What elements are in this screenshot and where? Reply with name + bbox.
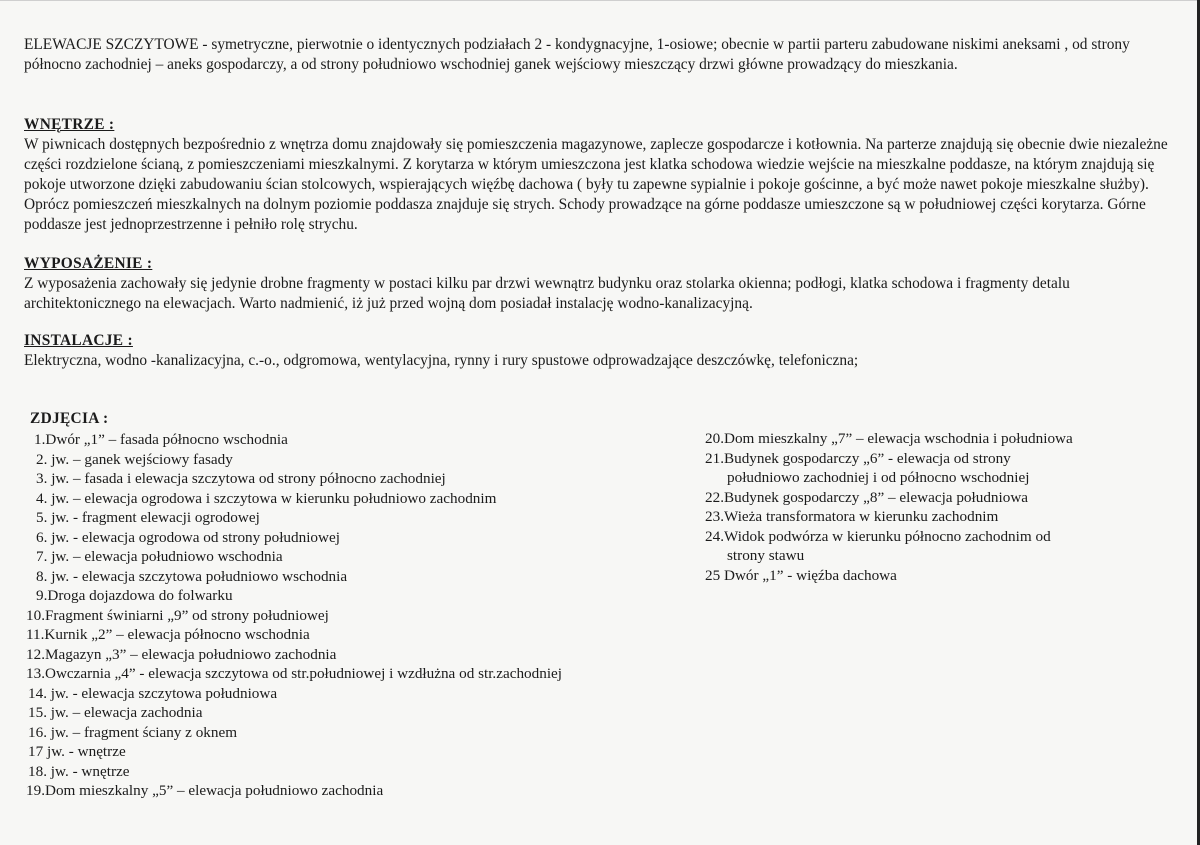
photo-item: 16. jw. – fragment ściany z oknem <box>28 723 238 741</box>
photo-item: 6. jw. - elewacja ogrodowa od strony południowej <box>36 528 340 546</box>
photo-item: 7. jw. – elewacja południowo wschodnia <box>36 548 283 565</box>
photo-item: 13.Owczarnia „4” - elewacja szczytowa od str.południowej i wzdłużna od str.zachodniej <box>26 665 563 682</box>
equipment-paragraph: Z wyposażenia zachowały się jedynie drobne fragmenty w postaci kilku par drzwi wewnątrz budynku oraz stolarka okienna; podłogi, klatka schodowa i fragmenty detalu architektonicznego na elewacjach. Warto nadmienić, iż już przed wojną dom posiadał instalację wodno-kanalizacyjną. <box>24 275 1070 312</box>
photo-item: 10.Fragment świniarni „9” od strony południowej <box>26 606 329 624</box>
elevation-paragraph: ELEWACJE SZCZYTOWE - symetryczne, pierwotnie o identycznych podziałach 2 - kondygnacyjne, 1-osiowe; obecnie w partii parteru zabudowane niskimi aneksami , od strony północno zachodniej – aneks gospodarczy, a od strony południowo wschodniej ganek wejściowy mieszczący drzwi główne prowadzący do mieszkania. <box>24 36 1130 73</box>
photo-item: 5. jw. - fragment elewacji ogrodowej <box>36 509 260 526</box>
photo-item: 21.Budynek gospodarczy „6” - elewacja od strony południowo zachodniej i od północno wschodniej <box>705 449 1030 486</box>
photos-heading: ZDJĘCIA : <box>30 410 109 427</box>
interior-paragraph: W piwnicach dostępnych bezpośrednio z wnętrza domu znajdowały się pomieszczenia magazynowe, zaplecze gospodarcze i kotłownia. Na parterze znajdują się obecnie dwie niezależne części rozdzielone ścianą, z pomieszczeniami mieszkalnymi. Z korytarza w którym umieszczona jest klatka schodowa wiedzie wejście na mieszkalne poddasze, na którym znajdują się pokoje utworzone dzięki zabudowaniu ścian stolcowych, wspierających więźbę dachowa ( były tu zapewne sypialnie i pokoje gościnne, a być może nawet pokoje mieszkalne służby). Oprócz pomieszczeń mieszkalnych na dolnym poziomie poddasza znajduje się strych. Schody prowadzące na górne poddasze umieszczone są w południowej części korytarza. Górne poddasze jest jednoprzestrzenne i pełniło rolę strychu. <box>24 136 1168 233</box>
photo-item: 8. jw. - elewacja szczytowa południowo wschodnia <box>36 567 348 585</box>
photo-item: 22.Budynek gospodarczy „8” – elewacja południowa <box>705 488 1029 506</box>
photo-item: 20.Dom mieszkalny „7” – elewacja wschodnia i południowa <box>705 430 1073 447</box>
photo-item: 12.Magazyn „3” – elewacja południowo zachodnia <box>26 645 337 663</box>
photo-item: 19.Dom mieszkalny „5” – elewacja południowo zachodnia <box>26 782 384 799</box>
photo-item: 11.Kurnik „2” – elewacja północno wschodnia <box>26 626 310 643</box>
photo-item: 2. jw. – ganek wejściowy fasady <box>36 450 233 468</box>
photo-list-left <box>26 430 562 801</box>
photo-item: 3. jw. – fasada i elewacja szczytowa od strony północno zachodniej <box>36 470 446 487</box>
equipment-heading: WYPOSAŻENIE : <box>24 255 153 272</box>
photo-item: 24.Widok podwórza w kierunku północno zachodnim od strony stawu <box>705 527 1051 564</box>
photo-item: 18. jw. - wnętrze <box>28 762 130 780</box>
photo-item: 17 jw. - wnętrze <box>28 743 126 760</box>
photo-item: 23.Wieża transformatora w kierunku zachodnim <box>705 508 999 525</box>
scan-top-edge <box>0 0 1200 1</box>
photo-item: 1.Dwór „1” – fasada północno wschodnia <box>34 431 288 448</box>
installations-heading: INSTALACJE : <box>24 332 133 349</box>
photo-list-right <box>705 429 1145 585</box>
photo-item: 14. jw. - elewacja szczytowa południowa <box>28 684 278 702</box>
installations-paragraph: Elektryczna, wodno -kanalizacyjna, c.-o., odgromowa, wentylacyjna, rynny i rury spustowe odprowadzające deszczówkę, telefoniczna; <box>24 352 859 369</box>
photo-item: 4. jw. – elewacja ogrodowa i szczytowa w kierunku południowo zachodnim <box>36 489 497 507</box>
photo-item: 25 Dwór „1” - więźba dachowa <box>705 566 897 584</box>
interior-heading: WNĘTRZE : <box>24 116 115 133</box>
photo-item: 15. jw. – elewacja zachodnia <box>28 704 203 721</box>
photo-item: 9.Droga dojazdowa do folwarku <box>36 587 233 604</box>
